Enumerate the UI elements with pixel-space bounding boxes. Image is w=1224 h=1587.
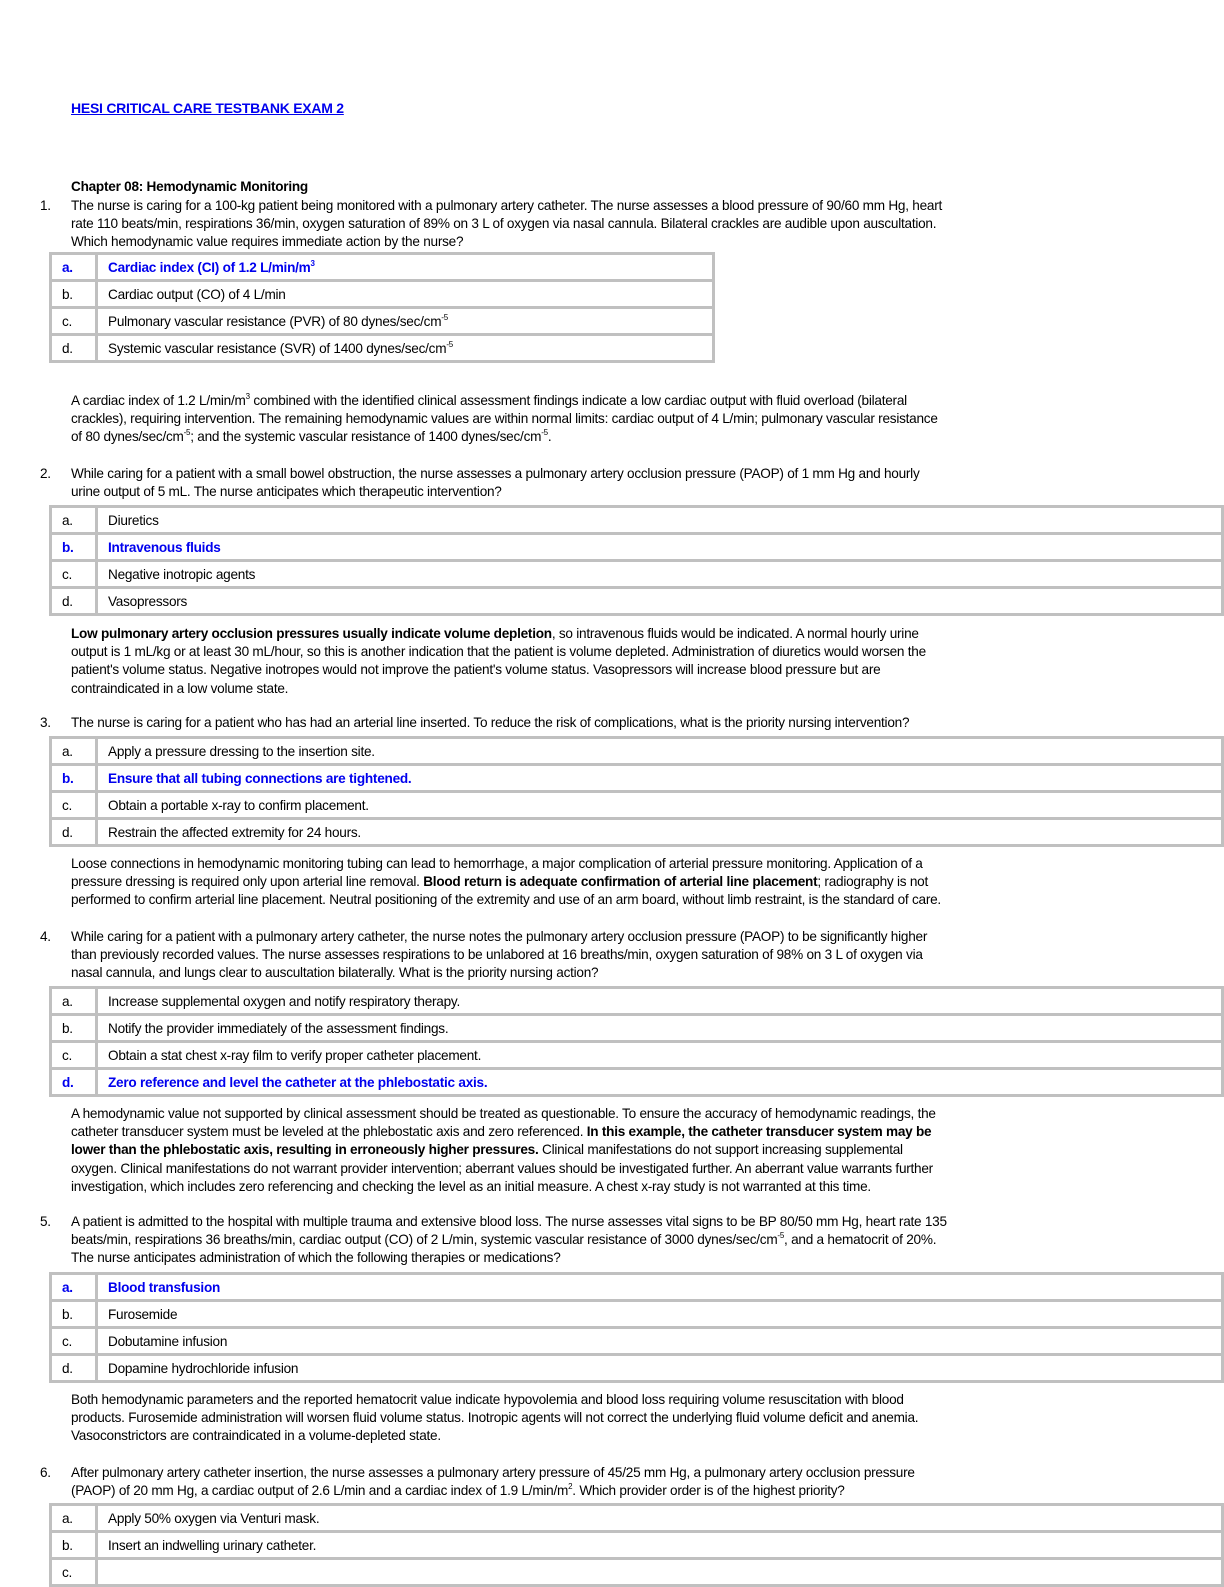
- question-stem-line: [71, 215, 936, 233]
- text-run: Vasoconstrictors are contraindicated in a volume-depleted state.: [71, 1428, 441, 1444]
- question-number: 3.: [40, 715, 51, 730]
- option-letter: b.: [51, 765, 97, 792]
- option-text: [97, 1355, 1223, 1382]
- option-letter: b.: [51, 1015, 97, 1042]
- superscript: -5: [446, 339, 453, 349]
- rationale-line: [71, 680, 288, 698]
- superscript: 3: [310, 258, 315, 268]
- option-letter: c.: [51, 561, 97, 588]
- text-run: Cardiac index (CI) of 1.2 L/min/m: [108, 259, 311, 275]
- text-run: The nurse anticipates administration of which the following therapies or medications?: [71, 1250, 561, 1265]
- rationale-line: [71, 1391, 904, 1409]
- answer-options-table: [49, 1503, 1224, 1587]
- question-number: 2.: [40, 466, 51, 481]
- bold-text: lower than the phlebostatic axis, resulting in erroneously higher pressures.: [71, 1142, 539, 1158]
- option-letter: d.: [51, 1069, 97, 1096]
- answer-option[interactable]: [51, 281, 714, 308]
- question-stem-line: [71, 1213, 947, 1231]
- option-text: [97, 507, 1223, 534]
- option-text: [97, 588, 1223, 615]
- answer-option[interactable]: [51, 308, 714, 335]
- option-letter: a.: [51, 1274, 97, 1301]
- answer-options-table: [49, 505, 1224, 616]
- option-text: [97, 281, 714, 308]
- answer-option[interactable]: [51, 819, 1223, 846]
- text-run: Zero reference and level the catheter at the phlebostatic axis.: [108, 1074, 488, 1090]
- option-letter: d.: [51, 1355, 97, 1382]
- text-run: . Which provider order is of the highest priority?: [572, 1483, 845, 1498]
- text-run: Ensure that all tubing connections are tightened.: [108, 770, 412, 786]
- option-letter: c.: [51, 792, 97, 819]
- rationale-line: [71, 661, 880, 679]
- option-text: [97, 988, 1223, 1015]
- text-run: Restrain the affected extremity for 24 hours.: [108, 824, 361, 840]
- text-run: Cardiac output (CO) of 4 L/min: [108, 286, 286, 302]
- text-run: Vasopressors: [108, 593, 188, 609]
- text-run: nasal cannula, and lungs clear to auscultation bilaterally. What is the priority nursing action?: [71, 965, 599, 980]
- option-letter: d.: [51, 819, 97, 846]
- answer-options-table: [49, 986, 1224, 1097]
- text-run: oxygen. Clinical manifestations do not warrant provider intervention; aberrant values should be investigated further. An aberrant value warrants further: [71, 1160, 933, 1176]
- rationale-line: [71, 1123, 931, 1141]
- superscript: 3: [245, 392, 250, 401]
- text-run: Insert an indwelling urinary catheter.: [108, 1537, 317, 1553]
- question-stem-line: [71, 483, 502, 501]
- option-letter: a.: [51, 738, 97, 765]
- option-text: [97, 1069, 1223, 1096]
- rationale-line: [71, 1178, 871, 1196]
- answer-option[interactable]: [51, 1532, 1223, 1559]
- question-number: 4.: [40, 929, 51, 944]
- question-stem-line: [71, 1482, 845, 1500]
- option-letter: c.: [51, 1042, 97, 1069]
- rationale-line: [71, 873, 928, 891]
- text-run: of 80 dynes/sec/cm: [71, 429, 184, 445]
- rationale-line: [71, 1160, 933, 1178]
- text-run: While caring for a patient with a small bowel obstruction, the nurse assesses a pulmonary artery occlusion pressure (PAOP) of 1 mm Hg and hourly: [71, 466, 920, 481]
- question-stem-line: [71, 233, 463, 251]
- option-letter: a.: [51, 254, 97, 281]
- option-text: [97, 792, 1223, 819]
- question-stem-line: [71, 1249, 561, 1267]
- text-run: Blood transfusion: [108, 1279, 221, 1295]
- answer-option[interactable]: [51, 561, 1223, 588]
- text-run: While caring for a patient with a pulmonary artery catheter, the nurse notes the pulmonary artery occlusion pressure (PAOP) to be significantly higher: [71, 929, 928, 944]
- question-stem-line: [71, 928, 927, 946]
- option-letter: a.: [51, 507, 97, 534]
- option-letter: a.: [51, 1505, 97, 1532]
- text-run: The nurse is caring for a 100-kg patient being monitored with a pulmonary artery catheter. The nurse assesses a blood pressure of 90/60 mm Hg, heart: [71, 198, 942, 213]
- answer-option[interactable]: [51, 1328, 1223, 1355]
- superscript: 2: [568, 1482, 573, 1491]
- question-stem-line: [71, 1464, 915, 1482]
- answer-option-correct[interactable]: [51, 765, 1223, 792]
- option-text: [97, 738, 1223, 765]
- text-run: Which hemodynamic value requires immediate action by the nurse?: [71, 234, 464, 249]
- rationale-line: [71, 891, 941, 909]
- text-run: After pulmonary artery catheter insertion, the nurse assesses a pulmonary artery pressure of 45/25 mm Hg, a pulmonary artery occlusion pressure: [71, 1465, 915, 1480]
- superscript: -5: [183, 428, 191, 438]
- text-run: investigation, which includes zero referencing and checking the level as an initial measure. A chest x-ray study is not warranted at this time.: [71, 1178, 871, 1194]
- document-title[interactable]: HESI CRITICAL CARE TESTBANK EXAM 2: [71, 100, 344, 116]
- rationale-line: [71, 392, 907, 410]
- text-run: rate 110 beats/min, respirations 36/min, oxygen saturation of 89% on 3 L of oxygen via nasal cannula. Bilateral crackles are audible upon auscultation.: [71, 216, 937, 231]
- option-letter: d.: [51, 588, 97, 615]
- answer-option[interactable]: [51, 1505, 1223, 1532]
- text-run: Diuretics: [108, 512, 159, 528]
- text-run: Increase supplemental oxygen and notify respiratory therapy.: [108, 993, 460, 1009]
- text-run: A patient is admitted to the hospital with multiple trauma and extensive blood loss. The nurse assesses vital signs to be BP 80/50 mm Hg, heart rate 135: [71, 1214, 947, 1229]
- option-text: [97, 335, 714, 362]
- text-run: Notify the provider immediately of the assessment findings.: [108, 1020, 449, 1036]
- text-run: Negative inotropic agents: [108, 566, 256, 582]
- chapter-heading: Chapter 08: Hemodynamic Monitoring: [71, 179, 308, 194]
- answer-option-correct[interactable]: [51, 1274, 1223, 1301]
- rationale-line: [71, 428, 551, 446]
- option-text: [97, 1042, 1223, 1069]
- rationale-line: [71, 1409, 918, 1427]
- option-letter: b.: [51, 534, 97, 561]
- option-text: [97, 254, 714, 281]
- option-text: [97, 1328, 1223, 1355]
- question-stem-line: [71, 1231, 936, 1249]
- rationale-line: [71, 855, 923, 873]
- text-run: Clinical manifestations do not support increasing supplemental: [538, 1142, 903, 1158]
- text-run: Furosemide: [108, 1306, 178, 1322]
- text-run: , and a hematocrit of 20%.: [784, 1232, 937, 1247]
- answer-option-correct[interactable]: [51, 534, 1223, 561]
- text-run: Apply 50% oxygen via Venturi mask.: [108, 1510, 320, 1526]
- question-stem-line: [71, 946, 923, 964]
- text-run: patient's volume status. Negative inotropes would not improve the patient's volume status. Vasopressors will increase blood pressure but are: [71, 662, 881, 678]
- text-run: ; radiography is not: [817, 874, 928, 890]
- option-text: [97, 534, 1223, 561]
- bold-text: In this example, the catheter transducer system may be: [586, 1124, 932, 1140]
- option-text: [97, 765, 1223, 792]
- question-number: 1.: [40, 198, 51, 213]
- answer-option-correct[interactable]: [51, 254, 714, 281]
- rationale-line: [71, 410, 938, 428]
- option-text: [97, 1532, 1223, 1559]
- superscript: -5: [441, 312, 448, 322]
- answer-option[interactable]: [51, 1015, 1223, 1042]
- option-letter: b.: [51, 1532, 97, 1559]
- answer-option-correct[interactable]: [51, 1069, 1223, 1096]
- option-letter: b.: [51, 1301, 97, 1328]
- question-stem-line: [71, 964, 598, 982]
- option-text: [97, 1301, 1223, 1328]
- text-run: (PAOP) of 20 mm Hg, a cardiac output of 2.6 L/min and a cardiac index of 1.9 L/min/m: [71, 1483, 569, 1498]
- rationale-line: [71, 625, 919, 643]
- rationale-line: [71, 1105, 936, 1123]
- text-run: Obtain a portable x-ray to confirm placement.: [108, 797, 369, 813]
- text-run: Obtain a stat chest x-ray film to verify proper catheter placement.: [108, 1047, 482, 1063]
- answer-option[interactable]: [51, 738, 1223, 765]
- question-stem-line: [71, 197, 942, 215]
- bold-text: Blood return is adequate confirmation of arterial line placement: [423, 874, 818, 890]
- text-run: Pulmonary vascular resistance (PVR) of 80 dynes/sec/cm: [108, 313, 442, 329]
- option-letter: c.: [51, 1559, 97, 1586]
- text-run: crackles), requiring intervention. The remaining hemodynamic values are within normal limits: cardiac output of 4 L/min; pulmonary vascular resistance: [71, 411, 938, 427]
- option-text: [97, 1274, 1223, 1301]
- text-run: , so intravenous fluids would be indicated. A normal hourly urine: [551, 626, 919, 641]
- superscript: -5: [541, 428, 548, 438]
- answer-options-table: [49, 1272, 1224, 1383]
- text-run: Loose connections in hemodynamic monitoring tubing can lead to hemorrhage, a major complication of arterial pressure monitoring. Application of a: [71, 856, 923, 871]
- answer-option[interactable]: [51, 588, 1223, 615]
- answer-options-table: [49, 736, 1224, 847]
- text-run: beats/min, respirations 36 breaths/min, cardiac output (CO) of 2 L/min, systemic vascular resistance of 3000 dynes/sec/cm: [71, 1232, 778, 1247]
- text-run: contraindicated in a low volume state.: [71, 680, 289, 696]
- answer-option[interactable]: [51, 507, 1223, 534]
- rationale-line: [71, 643, 926, 661]
- answer-option[interactable]: [51, 1301, 1223, 1328]
- option-letter: c.: [51, 1328, 97, 1355]
- text-run: urine output of 5 mL. The nurse anticipates which therapeutic intervention?: [71, 484, 502, 499]
- text-run: products. Furosemide administration will worsen fluid volume status. Inotropic agents will not correct the underlying fluid volume deficit and anemia.: [71, 1410, 919, 1426]
- text-run: Systemic vascular resistance (SVR) of 1400 dynes/sec/cm: [108, 340, 447, 356]
- option-text: [97, 819, 1223, 846]
- text-run: catheter transducer system must be leveled at the phlebostatic axis and zero referenced.: [71, 1124, 587, 1140]
- question-stem-line: [71, 714, 909, 732]
- text-run: performed to confirm arterial line placement. Neutral positioning of the extremity and use of an arm board, without limb restraint, is the standard of care.: [71, 892, 941, 908]
- text-run: .: [547, 429, 552, 445]
- text-run: A hemodynamic value not supported by clinical assessment should be treated as questionable. To ensure the accuracy of hemodynamic readings, the: [71, 1106, 936, 1121]
- question-stem-line: [71, 465, 920, 483]
- text-run: Dopamine hydrochloride infusion: [108, 1360, 299, 1376]
- answer-option[interactable]: [51, 1559, 1223, 1586]
- text-run: Dobutamine infusion: [108, 1333, 228, 1349]
- text-run: Intravenous fluids: [108, 539, 221, 555]
- superscript: -5: [777, 1231, 785, 1240]
- text-run: Both hemodynamic parameters and the reported hematocrit value indicate hypovolemia and blood loss requiring volume resuscitation with blood: [71, 1392, 904, 1407]
- text-run: The nurse is caring for a patient who has had an arterial line inserted. To reduce the risk of complications, what is the priority nursing intervention?: [71, 715, 910, 730]
- text-run: combined with the identified clinical assessment findings indicate a low cardiac output with fluid overload (bilateral: [249, 393, 907, 408]
- answer-option[interactable]: [51, 1042, 1223, 1069]
- question-number: 6.: [40, 1465, 51, 1480]
- rationale-line: [71, 1427, 441, 1445]
- text-run: pressure dressing is required only upon arterial line removal.: [71, 874, 424, 890]
- answer-option[interactable]: [51, 1355, 1223, 1382]
- rationale-line: [71, 1141, 903, 1159]
- text-run: ; and the systemic vascular resistance of 1400 dynes/sec/cm: [190, 429, 542, 445]
- option-letter: c.: [51, 308, 97, 335]
- text-run: Apply a pressure dressing to the insertion site.: [108, 743, 375, 759]
- option-text: [97, 561, 1223, 588]
- option-letter: b.: [51, 281, 97, 308]
- option-text: [97, 1559, 1223, 1586]
- answer-option[interactable]: [51, 335, 714, 362]
- option-text: [97, 308, 714, 335]
- bold-text: Low pulmonary artery occlusion pressures usually indicate volume depletion: [71, 626, 552, 641]
- text-run: than previously recorded values. The nurse assesses respirations to be unlabored at 16 breaths/min, oxygen saturation of 98% on 3 L of oxygen via: [71, 947, 923, 962]
- answer-option[interactable]: [51, 792, 1223, 819]
- answer-options-table: [49, 252, 715, 363]
- option-text: [97, 1015, 1223, 1042]
- question-number: 5.: [40, 1214, 51, 1229]
- option-letter: d.: [51, 335, 97, 362]
- option-text: [97, 1505, 1223, 1532]
- text-run: A cardiac index of 1.2 L/min/m: [71, 393, 246, 408]
- answer-option[interactable]: [51, 988, 1223, 1015]
- option-letter: a.: [51, 988, 97, 1015]
- text-run: output is 1 mL/kg or at least 30 mL/hour, so this is another indication that the patient is volume depleted. Administration of diuretics would worsen the: [71, 644, 926, 660]
